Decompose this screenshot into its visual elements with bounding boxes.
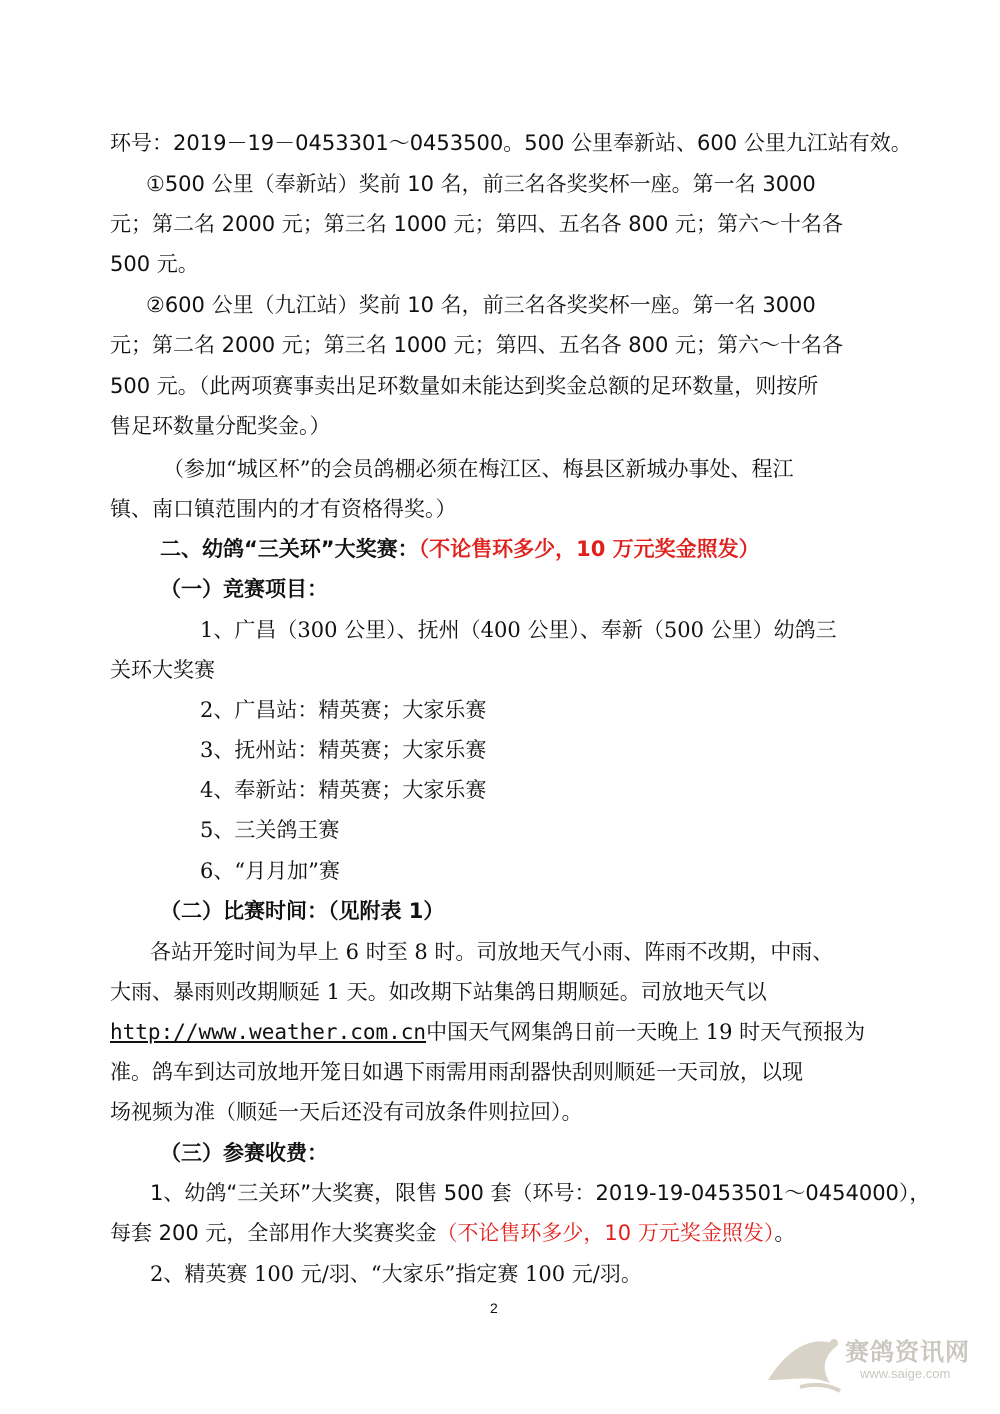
fee-line3: 2、精英赛 100 元/羽、“大家乐”指定赛 100 元/羽。: [150, 1262, 642, 1286]
time-text-line1: 各站开笼时间为早上 6 时至 8 时。司放地天气小雨、阵雨不改期，中雨、: [150, 940, 834, 964]
watermark-site-name: 赛鸽资讯网: [845, 1338, 970, 1366]
prize-500km-line1: ①500 公里（奉新站）奖前 10 名，前三名各奖奖杯一座。第一名 3000: [146, 172, 816, 196]
fee-line1: 1、幼鸽“三关环”大奖赛，限售 500 套（环号：2019-19-0453501～0454000），: [150, 1181, 931, 1205]
prize-500km-line2: 元；第二名 2000 元；第三名 1000 元；第四、五名各 800 元；第六～十名各: [110, 212, 844, 236]
item-1-line2: 关环大奖赛: [110, 658, 215, 682]
prize-600km-line4: 售足环数量分配奖金。）: [110, 414, 331, 438]
eligibility-note-line1: （参加“城区杯”的会员鸽棚必须在梅江区、梅县区新城办事处、程江: [163, 457, 794, 481]
weather-link[interactable]: http://www.weather.com.cn: [110, 1020, 427, 1044]
time-text-line3: [110, 1018, 865, 1046]
time-text-line4: 准。鸽车到达司放地开笼日如遇下雨需用雨刮器快刮则顺延一天司放，以现: [110, 1060, 803, 1084]
subheading-competition-items: （一）竞赛项目：: [160, 577, 328, 601]
time-text-line2: 大雨、暴雨则改期顺延 1 天。如改期下站集鸽日期顺延。司放地天气以: [110, 980, 767, 1004]
time-text-line3-rest: 中国天气网集鸽日前一天晚上 19 时天气预报为: [426, 1020, 866, 1044]
subheading-entry-fees: （三）参赛收费：: [160, 1140, 328, 1165]
fee-line2-highlight: （不论售环多少，10 万元奖金照发）: [436, 1221, 775, 1245]
watermark-site-url: www.saige.com: [860, 1366, 951, 1381]
ring-number-line: 环号：2019－19－0453301～0453500。500 公里奉新站、600 公里九江站有效。: [110, 131, 912, 155]
page-number: 2: [490, 1300, 498, 1316]
prize-500km-line3: 500 元。: [110, 252, 199, 276]
section-heading-2-highlight: （不论售环多少，10 万元奖金照发）: [418, 537, 760, 561]
prize-600km-line2: 元；第二名 2000 元；第三名 1000 元；第四、五名各 800 元；第六～十名各: [110, 333, 844, 357]
section-heading-2: [160, 535, 760, 563]
eligibility-note-line2: 镇、南口镇范围内的才有资格得奖。）: [110, 497, 457, 521]
item-6: 6、“月月加”赛: [200, 859, 340, 883]
item-5: 5、三关鸽王赛: [200, 818, 340, 842]
item-3: 3、抚州站：精英赛；大家乐赛: [200, 738, 487, 762]
item-4: 4、奉新站：精英赛；大家乐赛: [200, 778, 487, 802]
fee-line2: [110, 1219, 795, 1247]
item-1-line1: 1、广昌（300 公里）、抚州（400 公里）、奉新（500 公里）幼鸽三: [200, 618, 837, 642]
section-heading-2-title: 二、幼鸽“三关环”大奖赛：: [160, 537, 419, 561]
item-2: 2、广昌站：精英赛；大家乐赛: [200, 698, 487, 722]
prize-600km-line1: ②600 公里（九江站）奖前 10 名，前三名各奖奖杯一座。第一名 3000: [146, 293, 816, 317]
time-text-line5: 场视频为准（顺延一天后还没有司放条件则拉回）。: [110, 1100, 583, 1124]
subheading-race-time: （二）比赛时间：（见附表 1）: [160, 899, 445, 923]
fee-line2-text: 每套 200 元，全部用作大奖赛奖金: [110, 1221, 437, 1245]
fee-line2-end: 。: [774, 1221, 796, 1245]
prize-600km-line3: 500 元。（此两项赛事卖出足环数量如未能达到奖金总额的足环数量，则按所: [110, 374, 819, 398]
